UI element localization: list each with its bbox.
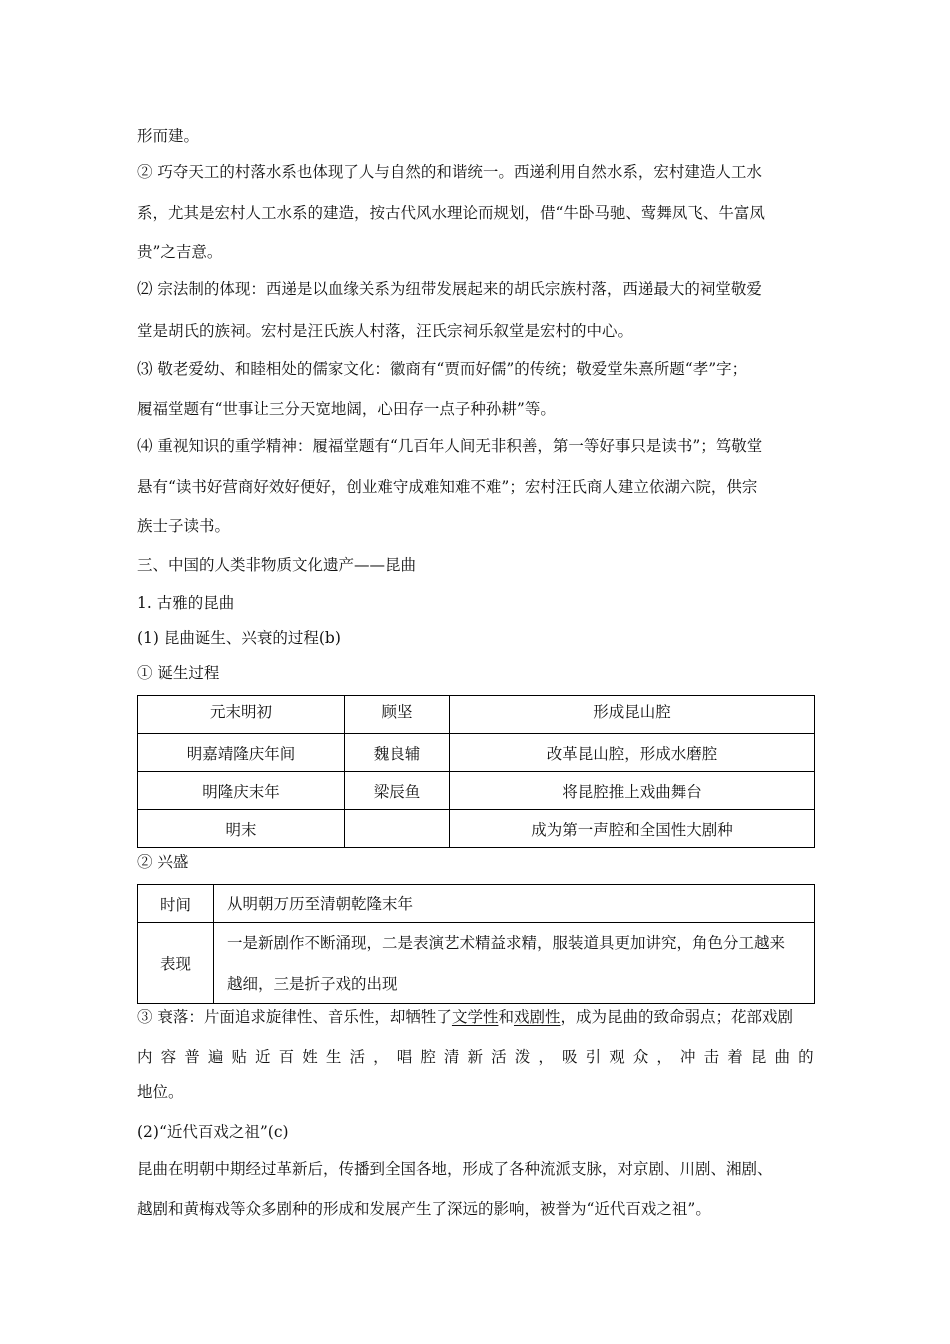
item-heading: ① 诞生过程 (137, 664, 220, 682)
table-row (138, 696, 815, 734)
paragraph-line: 昆曲在明朝中期经过革新后，传播到全国各地，形成了各种流派支脉，对京剧、川剧、湘剧、 (137, 1160, 773, 1178)
justified-char: ， (538, 1048, 554, 1066)
justified-char: 遍 (207, 1048, 224, 1066)
paragraph-line: 族士子读书。 (137, 517, 231, 535)
justified-char: 击 (703, 1048, 720, 1066)
justified-char: 贴 (231, 1048, 247, 1066)
table-cell-value: 从明朝万历至清朝乾隆末年 (214, 885, 815, 923)
justified-char: 腔 (420, 1048, 436, 1066)
table-cell-label: 时间 (138, 885, 214, 923)
justified-char: 近 (255, 1048, 271, 1066)
table-cell-person: 顾坚 (345, 696, 450, 734)
section-heading: 三、中国的人类非物质文化遗产——昆曲 (137, 556, 417, 574)
justified-char: 容 (160, 1048, 177, 1066)
justified-char: 观 (609, 1048, 625, 1066)
paragraph-line: 悬有“读书好营商好效好便好，创业难守成难知难不难”；宏村汪氏商人建立依湖六院，供宗 (137, 478, 758, 496)
paragraph-line: 地位。 (137, 1083, 184, 1101)
paragraph-line: 贵”之吉意。 (137, 243, 223, 261)
subsection-heading: 1. 古雅的昆曲 (137, 594, 235, 612)
subsection-heading: (1) 昆曲诞生、兴衰的过程(b) (137, 629, 341, 647)
table-cell-person: 梁辰鱼 (345, 772, 450, 810)
table-cell-event: 形成昆山腔 (450, 696, 815, 734)
paragraph-line: ⑷ 重视知识的重学精神：履福堂题有“几百年人间无非积善，第一等好事只是读书”；笃敬堂 (137, 437, 763, 455)
table-cell-event: 将昆腔推上戏曲舞台 (450, 772, 815, 810)
table-cell-line: 越细，三是折子戏的出现 (227, 974, 398, 993)
paragraph-line: 履福堂题有“世事让三分天宽地阔，心田存一点子种孙耕”等。 (137, 400, 556, 418)
table-cell-period: 明嘉靖隆庆年间 (138, 734, 345, 772)
justified-char: 唱 (396, 1048, 413, 1066)
justified-char: 百 (278, 1048, 295, 1066)
paragraph-line: 越剧和黄梅戏等众多剧种的形成和发展产生了深远的影响，被誉为“近代百戏之祖”。 (137, 1200, 711, 1218)
table-cell-period: 元末明初 (138, 696, 345, 734)
table-cell-event: 成为第一声腔和全国性大剧种 (450, 810, 815, 848)
justified-char: 曲 (774, 1048, 790, 1066)
justified-char: 吸 (561, 1048, 578, 1066)
justified-char: 普 (184, 1048, 200, 1066)
prosperity-table (137, 884, 815, 1004)
paragraph-line: ⑵ 宗法制的体现：西递是以血缘关系为纽带发展起来的胡氏宗族村落，西递最大的祠堂敬爱 (137, 280, 762, 298)
table-row (138, 810, 815, 848)
justified-char: 生 (325, 1048, 342, 1066)
decline-paragraph-line (137, 1007, 793, 1027)
justified-char: ， (656, 1048, 672, 1066)
paragraph-line: 系，尤其是宏村人工水系的建造，按古代风水理论而规划，借“牛卧马驰、莺舞凤飞、牛富凤 (137, 204, 765, 222)
table-row (138, 772, 815, 810)
text-run: 和 (498, 1008, 514, 1026)
table-cell-value (214, 923, 815, 1004)
underlined-term: 文学性 (451, 1008, 499, 1026)
paragraph-line: ② 巧夺天工的村落水系也体现了人与自然的和谐统一。西递利用自然水系，宏村建造人工水 (137, 163, 762, 181)
justified-char: 清 (443, 1048, 460, 1066)
justified-char: ， (373, 1048, 389, 1066)
justified-char: 引 (585, 1048, 602, 1066)
subsection-heading: (2)“近代百戏之祖”(c) (137, 1123, 289, 1141)
justified-paragraph-line (137, 1047, 814, 1067)
justified-char: 众 (632, 1048, 649, 1066)
table-cell-period: 明末 (138, 810, 345, 848)
table-row (138, 885, 815, 923)
table-row (138, 923, 815, 1004)
table-cell-label: 表现 (138, 923, 214, 1004)
item-heading: ② 兴盛 (137, 853, 189, 871)
table-cell-period: 明隆庆末年 (138, 772, 345, 810)
text-run: ③ 衰落：片面追求旋律性、音乐性，却牺牲了 (137, 1008, 452, 1026)
justified-char: 泼 (514, 1048, 531, 1066)
justified-char: 冲 (680, 1048, 696, 1066)
table-cell-line: 一是新剧作不断涌现，二是表演艺术精益求精，服装道具更加讲究，角色分工越来 (227, 933, 786, 952)
justified-char: 新 (467, 1048, 484, 1066)
justified-char: 内 (137, 1048, 153, 1066)
justified-char: 昆 (750, 1048, 767, 1066)
table-row (138, 734, 815, 772)
paragraph-line: ⑶ 敬老爱幼、和睦相处的儒家文化：徽商有“贾而好儒”的传统；敬爱堂朱熹所题“孝”字； (137, 360, 748, 378)
justified-char: 的 (798, 1048, 814, 1066)
justified-char: 活 (491, 1048, 507, 1066)
table-cell-event: 改革昆山腔，形成水磨腔 (450, 734, 815, 772)
underlined-term: 戏剧性 (513, 1008, 561, 1026)
justified-char: 着 (727, 1048, 743, 1066)
paragraph-line: 堂是胡氏的族祠。宏村是汪氏族人村落，汪氏宗祠乐叙堂是宏村的中心。 (137, 322, 634, 340)
table-cell-person (345, 810, 450, 848)
text-run: ，成为昆曲的致命弱点；花部戏剧 (560, 1008, 793, 1026)
justified-char: 姓 (302, 1048, 318, 1066)
paragraph-line: 形而建。 (137, 127, 200, 145)
birth-process-table (137, 695, 815, 848)
table-cell-person: 魏良辅 (345, 734, 450, 772)
justified-char: 活 (349, 1048, 365, 1066)
